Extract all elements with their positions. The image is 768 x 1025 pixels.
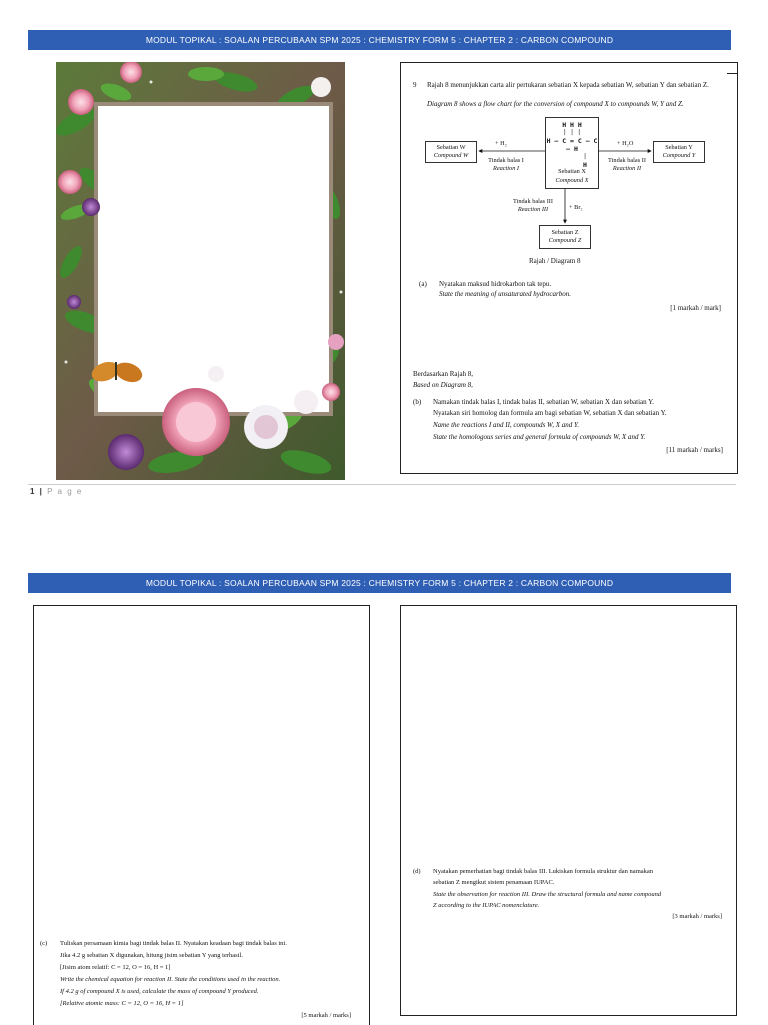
reaction-2-ms: Tindak balas II <box>608 157 646 164</box>
compound-z-label-ms: Sebatian Z <box>551 229 579 236</box>
part-c-ms-2: Jika 4.2 g sebatian X digunakan, hitung jisim sebatian Y yang terhasil. <box>60 952 243 959</box>
structure-bonds-bottom: | <box>583 153 587 160</box>
based-on-ms: Berdasarkan Rajah 8, <box>413 370 474 378</box>
page-footer <box>30 487 83 496</box>
answer-box-d <box>400 605 737 1016</box>
reagent-h2o: + H₂O <box>617 140 634 147</box>
part-b-ms-2: Nyatakan siri homolog dan formula am bagi sebatian W, sebatian X dan sebatian Y. <box>433 409 667 417</box>
structure-bonds-top: | | | <box>562 129 582 136</box>
page-header-banner-2 <box>28 573 731 593</box>
part-c-en-3: [Relative atomic mass: C = 12, O = 16, H = 1] <box>60 1000 184 1007</box>
part-a-en: State the meaning of unsaturated hydrocarbon. <box>439 290 571 298</box>
compound-w-label-ms: Sebatian W <box>436 144 466 151</box>
compound-y-label-en: Compound Y <box>662 152 696 159</box>
part-c-label: (c) <box>40 940 48 947</box>
part-c-ms-1: Tuliskan persamaan kimia bagi tindak balas II. Nyatakan keadaan bagi tindak balas ini. <box>60 940 287 947</box>
floral-frame-illustration <box>56 62 345 480</box>
part-d-en-1: State the observation for reaction III. Draw the structural formula and name compound <box>433 891 662 898</box>
part-a-label: (a) <box>419 280 427 288</box>
question-box-page1 <box>400 62 738 474</box>
reaction-3-ms: Tindak balas III <box>513 198 553 205</box>
part-b-en-1: Name the reactions I and II, compounds W, X and Y. <box>433 421 580 429</box>
part-c-marks: [5 markah / marks] <box>301 1012 351 1019</box>
part-a-ms: Nyatakan maksud hidrokarbon tak tepu. <box>439 280 552 288</box>
page-header-banner <box>28 30 731 50</box>
structure-bottom-row: H <box>583 161 587 169</box>
structure-top-row: H H H <box>562 121 582 129</box>
question-number: 9 <box>413 81 417 89</box>
part-c-en-1: Write the chemical equation for reaction II. State the conditions used in the reaction. <box>60 976 281 983</box>
part-c-en-2: If 4.2 g of compound X is used, calculate the mass of compound Y produced. <box>60 988 259 995</box>
part-b-ms-1: Namakan tindak balas I, tindak balas II, sebatian W, sebatian X dan sebatian Y. <box>433 398 655 406</box>
floral-frame-image <box>56 62 345 480</box>
reaction-2-label <box>601 157 653 173</box>
part-b-en-2: State the homologous series and general formula of compounds W, X and Y. <box>433 433 646 441</box>
page-separator: | <box>35 487 48 496</box>
compound-x-label-ms: Sebatian X <box>558 168 586 175</box>
answer-box-c <box>33 605 370 1025</box>
reagent-h2: + H₂ <box>495 140 507 147</box>
part-b-label: (b) <box>413 398 422 406</box>
reaction-1-en: Reaction I <box>492 165 520 172</box>
banner-text: MODUL TOPIKAL : SOALAN PERCUBAAN SPM 2025 : CHEMISTRY FORM 5 : CHAPTER 2 : CARBON COMPOUND <box>145 35 614 45</box>
page-number: 1 <box>30 487 36 496</box>
compound-z-label-en: Compound Z <box>548 237 582 244</box>
part-d-marks: [3 markah / marks] <box>672 913 722 920</box>
diagram-caption: Rajah / Diagram 8 <box>529 257 581 265</box>
page-word: P a g e <box>47 487 83 496</box>
question-intro-en: Diagram 8 shows a flow chart for the conversion of compound X to compounds W, Y and Z. <box>427 100 684 108</box>
part-d-ms-2: sebatian Z mengikut sistem penamaan IUPAC. <box>433 879 555 886</box>
banner-text-2: MODUL TOPIKAL : SOALAN PERCUBAAN SPM 2025 : CHEMISTRY FORM 5 : CHAPTER 2 : CARBON COMPOUND <box>145 578 614 588</box>
page-footer-divider <box>28 484 736 485</box>
part-d-ms-1: Nyatakan pemerhatian bagi tindak balas III. Lukiskan formula struktur dan namakan <box>433 868 654 875</box>
part-d-label: (d) <box>413 868 421 875</box>
structure-main-chain: H – C = C – C – H <box>546 137 598 153</box>
compound-w-label-en: Compound W <box>433 152 469 159</box>
reaction-1-label <box>481 157 531 173</box>
based-on-en: Based on Diagram 8, <box>413 381 473 389</box>
reaction-3-label <box>505 198 561 214</box>
part-a-marks: [1 markah / mark] <box>670 304 721 312</box>
part-d-en-2: Z according to the IUPAC nomenclature. <box>433 902 540 909</box>
reaction-3-en: Reaction III <box>517 206 549 213</box>
reaction-2-en: Reaction II <box>612 165 642 172</box>
compound-y-label-ms: Sebatian Y <box>665 144 693 151</box>
part-b-marks: [11 markah / marks] <box>666 446 723 454</box>
compound-x-label-en: Compound X <box>555 177 589 184</box>
question-intro-ms: Rajah 8 menunjukkan carta alir pertukaran sebatian X kepada sebatian W, sebatian Y dan sebatian Z. <box>427 81 709 89</box>
part-c-ms-3: [Jisim atom relatif: C = 12, O = 16, H = 1] <box>60 964 171 971</box>
reaction-1-ms: Tindak balas I <box>488 157 524 164</box>
reagent-br2: + Br₂ <box>569 204 583 211</box>
